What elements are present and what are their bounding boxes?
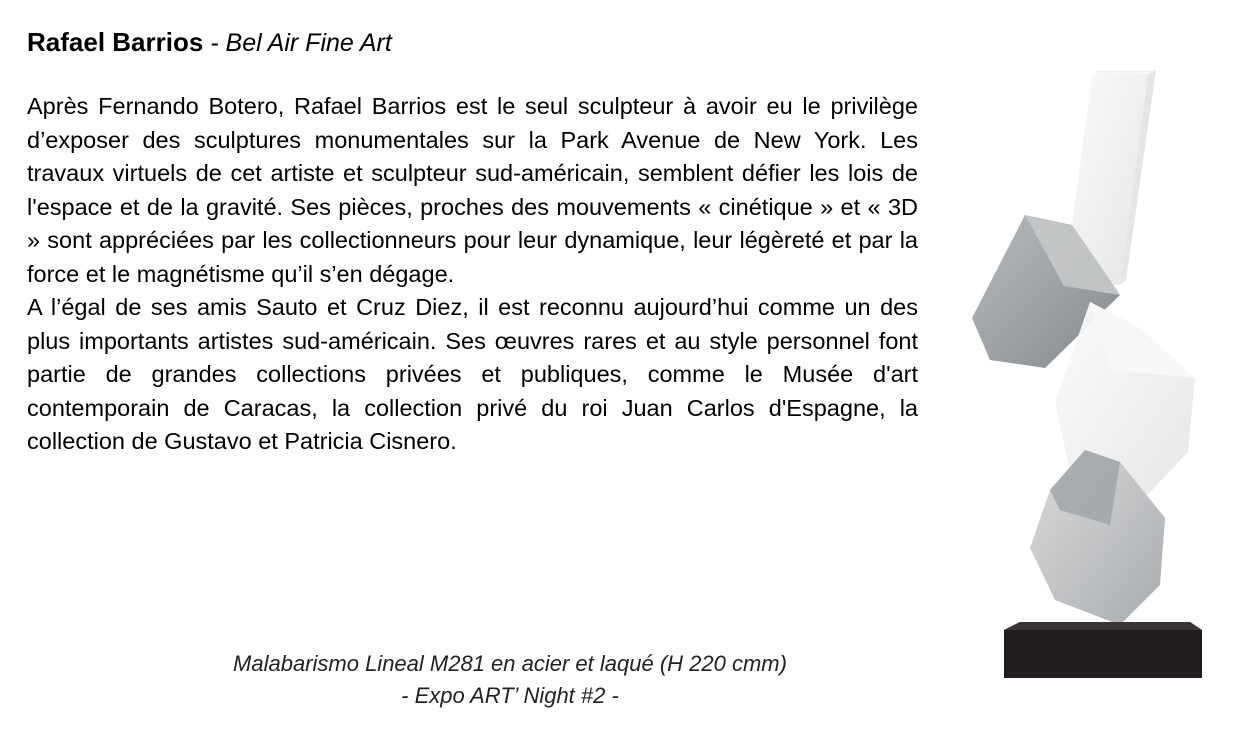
heading-separator: -	[203, 29, 226, 57]
artist-name: Rafael Barrios	[27, 27, 204, 57]
caption-exhibition: - Expo ART’ Night #2 -	[401, 683, 619, 708]
sculpture-image	[960, 70, 1210, 685]
gallery-name: Bel Air Fine Art	[225, 29, 392, 57]
caption-title: Malabarismo Lineal M281 en acier et laqué (H 220 cmm)	[233, 651, 787, 676]
page-heading	[27, 24, 392, 61]
sculpture-base	[1004, 622, 1202, 678]
artist-biography	[27, 90, 918, 459]
biography-paragraph-1: Après Fernando Botero, Rafael Barrios est le seul sculpteur à avoir eu le privilège d’exposer des sculptures monumentales sur la Park Avenue de New York. Les travaux virtuels de cet artiste et sculpteur sud-américain, semblent défier les lois de l'espace et de la gravité. Ses pièces, proches des mouvements « cinétique » et « 3D » sont appréciées par les collectionneurs pour leur dynamique, leur légèreté et par la force et le magnétisme qu’il s’en dégage.	[27, 93, 918, 287]
biography-paragraph-2: A l’égal de ses amis Sauto et Cruz Diez, il est reconnu aujourd’hui comme un des plus importants artistes sud-américain. Ses œuvres rares et au style personnel font partie de grandes collections privées et publiques, comme le Musée d'art contemporain de Caracas, la collection privé du roi Juan Carlos d'Espagne, la collection de Gustavo et Patricia Cisnero.	[27, 294, 918, 454]
artwork-caption	[100, 648, 920, 712]
